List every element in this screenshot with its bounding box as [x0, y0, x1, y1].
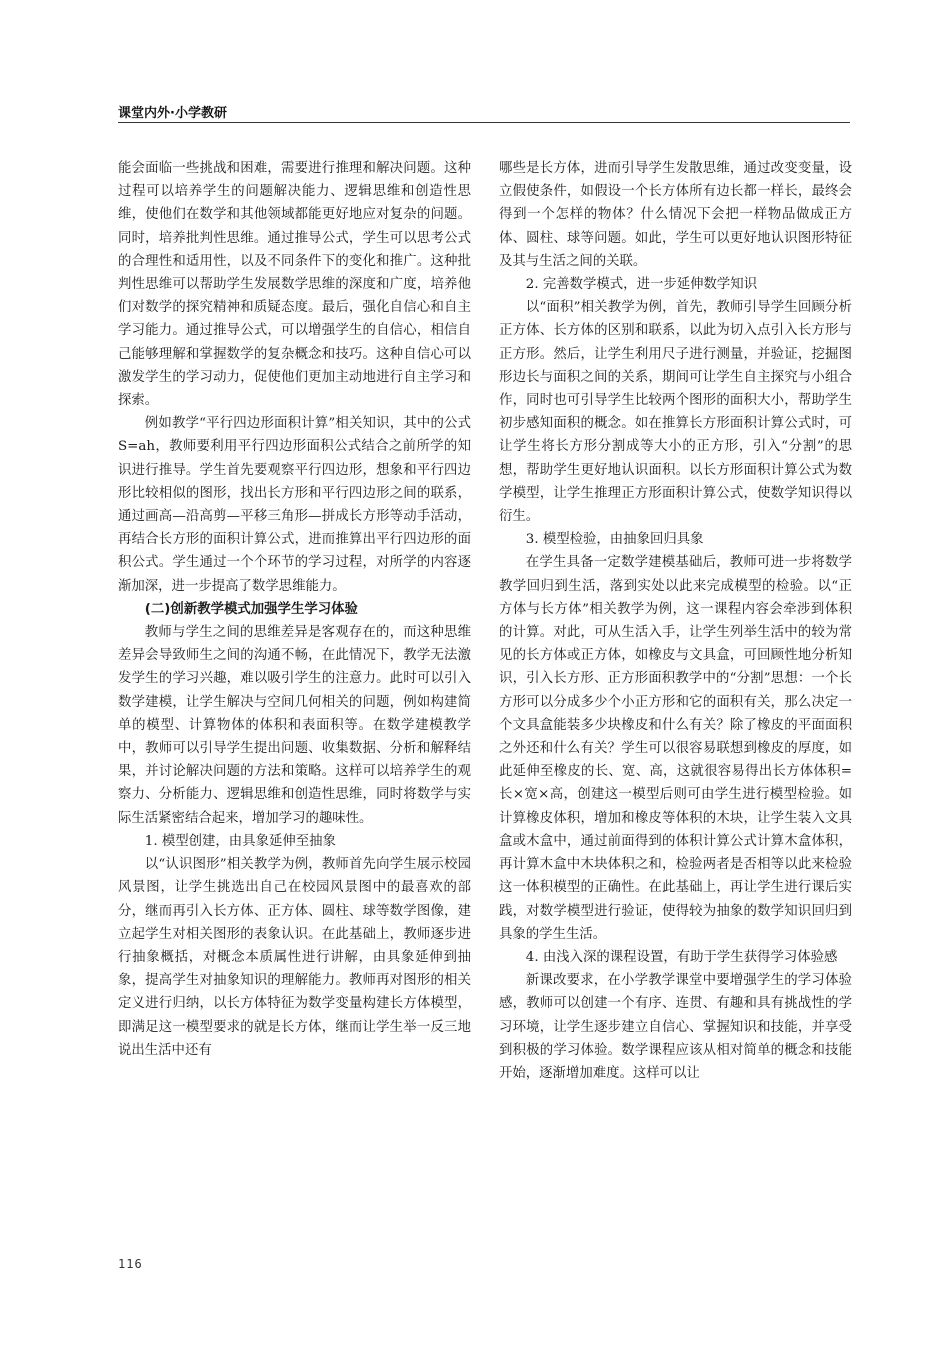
section-heading: (二)创新教学模式加强学生学习体验 [144, 601, 358, 617]
journal-header [118, 102, 850, 122]
subsection-heading: 2. 完善数学模式，进一步延伸数学知识 [525, 277, 758, 293]
paragraph: 在学生具备一定数学建模基础后，教师可进一步将数学教学回归到生活，落到实处以此来完成模型的检验。以“正方体与长方体”相关教学为例，这一课程内容会牵涉到体积的计算。对此，可从生活入手，让学生列举生活中的较为常见的长方体或正方体，如橡皮与文具盒，可回顾性地分析知识，引入长方形、正方形面积教学中的“分割”思想：一个长方形可以分成多少个小正方形和它的面积有关，那么决定一个文具盒能装多少块橡皮和什么有关？除了橡皮的平面面积之外还和什么有关？学生可以很容易联想到橡皮的厚度，如此延伸至橡皮的长、宽、高，这就很容易得出长方体体积=长×宽×高，创建这一模型后则可由学生进行模型检验。如计算橡皮体积，增加和橡皮等体积的木块，让学生装入文具盒或木盒中，通过前面得到的体积计算公式计算木盒体积，再计算木盒中木块体积之和，检验两者是否相等以此来检验这一体积模型的正确性。在此基础上，再让学生进行课后实践，对数学模型进行验证，使得较为抽象的数学知识回归到具象的学生生活。 [499, 555, 852, 942]
paragraph: 能会面临一些挑战和困难，需要进行推理和解决问题。这种过程可以培养学生的问题解决能力、逻辑思维和创造性思维，使他们在数学和其他领域都能更好地应对复杂的问题。同时，培养批判性思维。通过推导公式，学生可以思考公式的合理性和适用性，以及不同条件下的变化和推广。这种批判性思维可以帮助学生发展数学思维的深度和广度，培养他们对数学的探究精神和质疑态度。最后，强化自信心和自主学习能力。通过推导公式，可以增强学生的自信心，相信自己能够理解和掌握数学的复杂概念和技巧。这种自信心可以激发学生的学习动力，促使他们更加主动地进行自主学习和探索。 [118, 161, 471, 409]
journal-title: 课堂内外·小学教研 [118, 106, 227, 121]
paragraph: 教师与学生之间的思维差异是客观存在的，而这种思维差异会导致师生之间的沟通不畅，在此情况下，教学无法激发学生的学习兴趣，难以吸引学生的注意力。此时可以引入数学建模，让学生解决与空间几何相关的问题，例如构建简单的模型、计算物体的体积和表面积等。在数学建模教学中，教师可以引导学生提出问题、收集数据、分析和解释结果，并讨论解决问题的方法和策略。这样可以培养学生的观察力、分析能力、逻辑思维和创造性思维，同时将数学与实际生活紧密结合起来，增加学习的趣味性。 [118, 625, 471, 826]
left-column [118, 157, 471, 1062]
paragraph: 以“认识图形”相关教学为例，教师首先向学生展示校园风景图，让学生挑选出自己在校园风景图中的最喜欢的部分，继而再引入长方体、正方体、圆柱、球等数学图像，建立起学生对相关图形的表象认识。在此基础上，教师逐步进行抽象概括，对概念本质属性进行讲解，由具象延伸到抽象，提高学生对抽象知识的理解能力。教师再对图形的相关定义进行归纳，以长方体特征为数学变量构建长方体模型，即满足这一模型要求的就是长方体，继而让学生举一反三地说出生活中还有 [118, 857, 471, 1058]
paragraph: 哪些是长方体，进而引导学生发散思维，通过改变变量，设立假使条件，如假设一个长方体所有边长都一样长，最终会得到一个怎样的物体？什么情况下会把一样物品做成正方体、圆柱、球等问题。如此，学生可以更好地认识图形特征及其与生活之间的关联。 [499, 161, 852, 269]
subsection-heading: 3. 模型检验，由抽象回归具象 [525, 532, 704, 548]
paragraph: 例如教学“平行四边形面积计算”相关知识，其中的公式S=ah，教师要利用平行四边形面积公式结合之前所学的知识进行推导。学生首先要观察平行四边形，想象和平行四边形比较相似的图形，找出长方形和平行四边形之间的联系，通过画高—沿高剪—平移三角形—拼成长方形等动手活动，再结合长方形的面积计算公式，进而推算出平行四边形的面积公式。学生通过一个个环节的学习过程，对所学的内容逐渐加深，进一步提高了数学思维能力。 [118, 416, 471, 594]
header-rule [118, 122, 850, 123]
subsection-heading: 1. 模型创建，由具象延伸至抽象 [144, 833, 336, 849]
page-number: 116 [118, 1257, 143, 1271]
paragraph: 以“面积”相关教学为例，首先，教师引导学生回顾分析正方体、长方体的区别和联系，以此为切入点引入长方形与正方形。然后，让学生利用尺子进行测量，并验证，挖掘图形边长与面积之间的关系，期间可让学生自主探究与小组合作，同时也可引导学生比较两个图形的面积大小，帮助学生初步感知面积的概念。如在推算长方形面积计算公式时，可让学生将长方形分割成等大小的正方形，引入“分割”的思想，帮助学生更好地认识面积。以长方形面积计算公式为数学模型，让学生推理正方形面积计算公式，使数学知识得以衍生。 [499, 300, 852, 525]
subsection-heading: 4. 由浅入深的课程设置，有助于学生获得学习体验感 [525, 949, 838, 965]
right-column [499, 157, 852, 1085]
paragraph: 新课改要求，在小学教学课堂中要增强学生的学习体验感，教师可以创建一个有序、连贯、有趣和具有挑战性的学习环境，让学生逐步建立自信心、掌握知识和技能，并享受到积极的学习体验。数学课程应该从相对简单的概念和技能开始，逐渐增加难度。这样可以让 [499, 973, 852, 1081]
